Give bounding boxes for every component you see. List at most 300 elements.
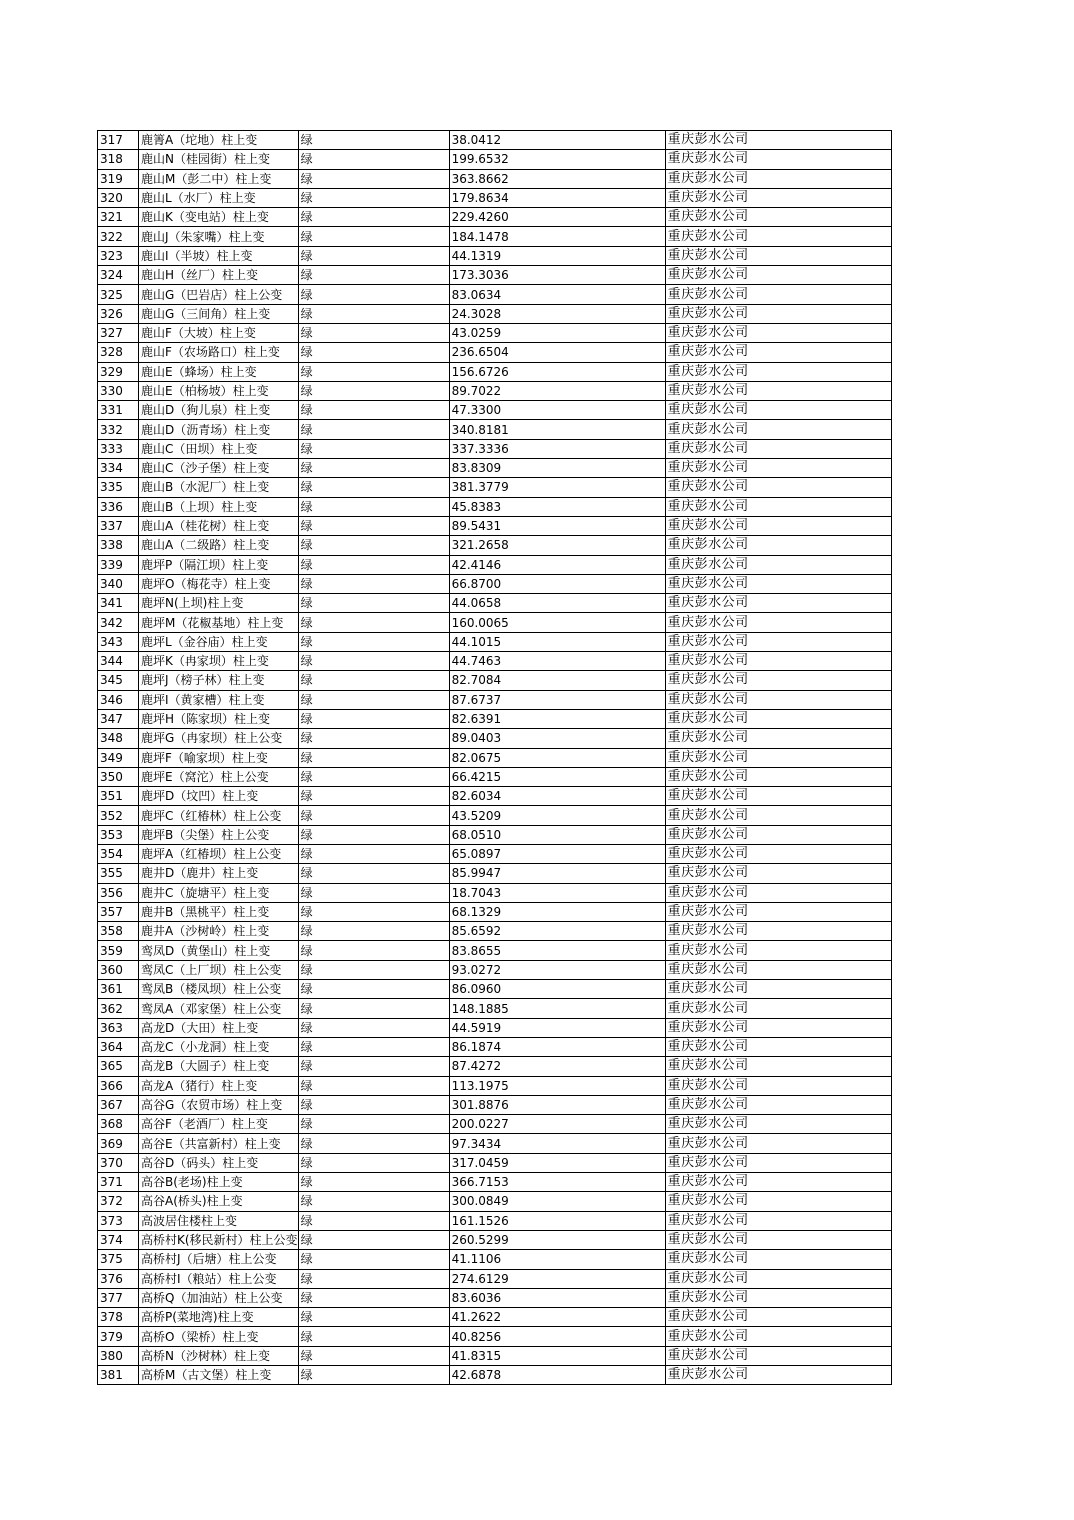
table-row: [98, 941, 892, 960]
status-cell: 绿: [298, 767, 449, 786]
value-cell: 45.8383: [449, 497, 665, 516]
status-cell: 绿: [298, 497, 449, 516]
value-cell: 87.6737: [449, 690, 665, 709]
company-cell: 重庆彭水公司: [665, 555, 891, 574]
row-number-cell: 330: [98, 381, 139, 400]
station-name-cell: 鹿山F（大坡）柱上变: [139, 323, 299, 342]
value-cell: 82.6391: [449, 709, 665, 728]
value-cell: 363.8662: [449, 169, 665, 188]
value-cell: 24.3028: [449, 304, 665, 323]
company-cell: 重庆彭水公司: [665, 227, 891, 246]
value-cell: 179.8634: [449, 188, 665, 207]
station-name-cell: 鹿山G（三间角）柱上变: [139, 304, 299, 323]
table-row: [98, 729, 892, 748]
station-name-cell: 鸾凤C（上厂坝）柱上公变: [139, 960, 299, 979]
row-number-cell: 375: [98, 1250, 139, 1269]
row-number-cell: 356: [98, 883, 139, 902]
value-cell: 340.8181: [449, 420, 665, 439]
table-row: [98, 980, 892, 999]
station-name-cell: 鹿山M（彭二中）柱上变: [139, 169, 299, 188]
company-cell: 重庆彭水公司: [665, 574, 891, 593]
status-cell: 绿: [298, 1057, 449, 1076]
station-name-cell: 高桥村K(移民新村）柱上公变: [139, 1230, 299, 1249]
table-row: [98, 323, 892, 342]
company-cell: 重庆彭水公司: [665, 729, 891, 748]
table-row: [98, 536, 892, 555]
company-cell: 重庆彭水公司: [665, 169, 891, 188]
status-cell: 绿: [298, 1230, 449, 1249]
company-cell: 重庆彭水公司: [665, 439, 891, 458]
company-cell: 重庆彭水公司: [665, 767, 891, 786]
station-name-cell: 鹿山L（水厂）柱上变: [139, 188, 299, 207]
status-cell: 绿: [298, 787, 449, 806]
status-cell: 绿: [298, 362, 449, 381]
row-number-cell: 378: [98, 1308, 139, 1327]
value-cell: 44.0658: [449, 594, 665, 613]
station-name-cell: 鹿坪H（陈家坝）柱上变: [139, 709, 299, 728]
status-cell: 绿: [298, 304, 449, 323]
status-cell: 绿: [298, 1327, 449, 1346]
station-name-cell: 高谷D（码头）柱上变: [139, 1153, 299, 1172]
table-row: [98, 844, 892, 863]
value-cell: 65.0897: [449, 844, 665, 863]
station-name-cell: 高龙D（大田）柱上变: [139, 1018, 299, 1037]
company-cell: 重庆彭水公司: [665, 1134, 891, 1153]
station-name-cell: 鹿坪J（榜子林）柱上变: [139, 671, 299, 690]
value-cell: 66.4215: [449, 767, 665, 786]
row-number-cell: 367: [98, 1095, 139, 1114]
status-cell: 绿: [298, 1134, 449, 1153]
row-number-cell: 350: [98, 767, 139, 786]
row-number-cell: 325: [98, 285, 139, 304]
value-cell: 93.0272: [449, 960, 665, 979]
status-cell: 绿: [298, 1308, 449, 1327]
company-cell: 重庆彭水公司: [665, 960, 891, 979]
row-number-cell: 343: [98, 632, 139, 651]
table-row: [98, 1153, 892, 1172]
row-number-cell: 379: [98, 1327, 139, 1346]
status-cell: 绿: [298, 671, 449, 690]
company-cell: 重庆彭水公司: [665, 652, 891, 671]
company-cell: 重庆彭水公司: [665, 246, 891, 265]
row-number-cell: 337: [98, 516, 139, 535]
station-name-cell: 鸾凤D（黄堡山）柱上变: [139, 941, 299, 960]
station-name-cell: 鹿山D（狗儿泉）柱上变: [139, 401, 299, 420]
value-cell: 85.6592: [449, 922, 665, 941]
row-number-cell: 326: [98, 304, 139, 323]
row-number-cell: 318: [98, 150, 139, 169]
station-name-cell: 鹿山G（巴岩店）柱上公变: [139, 285, 299, 304]
status-cell: 绿: [298, 825, 449, 844]
table-row: [98, 497, 892, 516]
status-cell: 绿: [298, 536, 449, 555]
status-cell: 绿: [298, 246, 449, 265]
status-cell: 绿: [298, 960, 449, 979]
station-name-cell: 鹿坪M（花椒基地）柱上变: [139, 613, 299, 632]
company-cell: 重庆彭水公司: [665, 902, 891, 921]
value-cell: 85.9947: [449, 864, 665, 883]
station-name-cell: 高桥M（古文堡）柱上变: [139, 1366, 299, 1385]
status-cell: 绿: [298, 1288, 449, 1307]
row-number-cell: 351: [98, 787, 139, 806]
company-cell: 重庆彭水公司: [665, 1192, 891, 1211]
company-cell: 重庆彭水公司: [665, 131, 891, 150]
company-cell: 重庆彭水公司: [665, 594, 891, 613]
station-name-cell: 鹿井B（黑桃平）柱上变: [139, 902, 299, 921]
company-cell: 重庆彭水公司: [665, 1250, 891, 1269]
station-name-cell: 高桥村J（后塘）柱上公变: [139, 1250, 299, 1269]
row-number-cell: 370: [98, 1153, 139, 1172]
row-number-cell: 329: [98, 362, 139, 381]
value-cell: 113.1975: [449, 1076, 665, 1095]
table-row: [98, 1115, 892, 1134]
value-cell: 83.8309: [449, 459, 665, 478]
status-cell: 绿: [298, 459, 449, 478]
value-cell: 44.5919: [449, 1018, 665, 1037]
company-cell: 重庆彭水公司: [665, 1346, 891, 1365]
row-number-cell: 347: [98, 709, 139, 728]
value-cell: 42.4146: [449, 555, 665, 574]
row-number-cell: 322: [98, 227, 139, 246]
value-cell: 68.0510: [449, 825, 665, 844]
table-row: [98, 1250, 892, 1269]
value-cell: 47.3300: [449, 401, 665, 420]
status-cell: 绿: [298, 574, 449, 593]
company-cell: 重庆彭水公司: [665, 999, 891, 1018]
status-cell: 绿: [298, 150, 449, 169]
status-cell: 绿: [298, 806, 449, 825]
status-cell: 绿: [298, 1115, 449, 1134]
value-cell: 83.6036: [449, 1288, 665, 1307]
table-row: [98, 439, 892, 458]
value-cell: 89.7022: [449, 381, 665, 400]
table-row: [98, 1230, 892, 1249]
row-number-cell: 361: [98, 980, 139, 999]
row-number-cell: 368: [98, 1115, 139, 1134]
value-cell: 82.7084: [449, 671, 665, 690]
value-cell: 43.0259: [449, 323, 665, 342]
company-cell: 重庆彭水公司: [665, 883, 891, 902]
value-cell: 89.5431: [449, 516, 665, 535]
table-row: [98, 999, 892, 1018]
value-cell: 199.6532: [449, 150, 665, 169]
station-name-cell: 鹿山F（农场路口）柱上变: [139, 343, 299, 362]
table-row: [98, 420, 892, 439]
station-name-cell: 鹿山A（桂花树）柱上变: [139, 516, 299, 535]
status-cell: 绿: [298, 1095, 449, 1114]
station-name-cell: 鹿坪B（尖堡）柱上公变: [139, 825, 299, 844]
value-cell: 200.0227: [449, 1115, 665, 1134]
table-body: [98, 131, 892, 1385]
company-cell: 重庆彭水公司: [665, 478, 891, 497]
row-number-cell: 352: [98, 806, 139, 825]
company-cell: 重庆彭水公司: [665, 150, 891, 169]
status-cell: 绿: [298, 844, 449, 863]
company-cell: 重庆彭水公司: [665, 671, 891, 690]
status-cell: 绿: [298, 748, 449, 767]
status-cell: 绿: [298, 1250, 449, 1269]
table-row: [98, 1346, 892, 1365]
table-row: [98, 922, 892, 941]
value-cell: 317.0459: [449, 1153, 665, 1172]
company-cell: 重庆彭水公司: [665, 864, 891, 883]
value-cell: 173.3036: [449, 266, 665, 285]
value-cell: 86.1874: [449, 1037, 665, 1056]
company-cell: 重庆彭水公司: [665, 1153, 891, 1172]
status-cell: 绿: [298, 1076, 449, 1095]
row-number-cell: 380: [98, 1346, 139, 1365]
table-row: [98, 806, 892, 825]
station-name-cell: 高桥Q（加油站）柱上公变: [139, 1288, 299, 1307]
value-cell: 184.1478: [449, 227, 665, 246]
table-row: [98, 1308, 892, 1327]
status-cell: 绿: [298, 941, 449, 960]
row-number-cell: 377: [98, 1288, 139, 1307]
company-cell: 重庆彭水公司: [665, 381, 891, 400]
status-cell: 绿: [298, 266, 449, 285]
table-row: [98, 246, 892, 265]
station-name-cell: 鸾凤A（邓家堡）柱上公变: [139, 999, 299, 1018]
company-cell: 重庆彭水公司: [665, 1057, 891, 1076]
company-cell: 重庆彭水公司: [665, 1173, 891, 1192]
table-row: [98, 150, 892, 169]
status-cell: 绿: [298, 594, 449, 613]
station-name-cell: 高谷F（老酒厂）柱上变: [139, 1115, 299, 1134]
status-cell: 绿: [298, 1037, 449, 1056]
company-cell: 重庆彭水公司: [665, 208, 891, 227]
row-number-cell: 344: [98, 652, 139, 671]
station-name-cell: 鹿坪K（冉家坝）柱上变: [139, 652, 299, 671]
value-cell: 44.1015: [449, 632, 665, 651]
row-number-cell: 336: [98, 497, 139, 516]
row-number-cell: 335: [98, 478, 139, 497]
table-row: [98, 478, 892, 497]
status-cell: 绿: [298, 902, 449, 921]
row-number-cell: 346: [98, 690, 139, 709]
row-number-cell: 341: [98, 594, 139, 613]
station-name-cell: 高谷E（共富新村）柱上变: [139, 1134, 299, 1153]
table-row: [98, 381, 892, 400]
station-name-cell: 鹿坪F（喻家坝）柱上变: [139, 748, 299, 767]
station-name-cell: 高龙C（小龙洞）柱上变: [139, 1037, 299, 1056]
status-cell: 绿: [298, 1173, 449, 1192]
status-cell: 绿: [298, 381, 449, 400]
row-number-cell: 354: [98, 844, 139, 863]
table-row: [98, 902, 892, 921]
value-cell: 66.8700: [449, 574, 665, 593]
value-cell: 89.0403: [449, 729, 665, 748]
company-cell: 重庆彭水公司: [665, 806, 891, 825]
row-number-cell: 358: [98, 922, 139, 941]
status-cell: 绿: [298, 922, 449, 941]
value-cell: 44.1319: [449, 246, 665, 265]
table-row: [98, 1173, 892, 1192]
table-row: [98, 748, 892, 767]
table-row: [98, 1211, 892, 1230]
table-row: [98, 1076, 892, 1095]
company-cell: 重庆彭水公司: [665, 459, 891, 478]
status-cell: 绿: [298, 690, 449, 709]
station-name-cell: 高桥P(菜地湾)柱上变: [139, 1308, 299, 1327]
row-number-cell: 362: [98, 999, 139, 1018]
status-cell: 绿: [298, 478, 449, 497]
company-cell: 重庆彭水公司: [665, 748, 891, 767]
row-number-cell: 372: [98, 1192, 139, 1211]
table-row: [98, 1327, 892, 1346]
table-row: [98, 709, 892, 728]
station-name-cell: 鹿坪A（红椿坝）柱上公变: [139, 844, 299, 863]
value-cell: 41.8315: [449, 1346, 665, 1365]
table-row: [98, 516, 892, 535]
status-cell: 绿: [298, 1269, 449, 1288]
status-cell: 绿: [298, 131, 449, 150]
value-cell: 42.6878: [449, 1366, 665, 1385]
value-cell: 40.8256: [449, 1327, 665, 1346]
company-cell: 重庆彭水公司: [665, 825, 891, 844]
table-row: [98, 652, 892, 671]
status-cell: 绿: [298, 323, 449, 342]
table-row: [98, 690, 892, 709]
company-cell: 重庆彭水公司: [665, 690, 891, 709]
value-cell: 87.4272: [449, 1057, 665, 1076]
company-cell: 重庆彭水公司: [665, 980, 891, 999]
status-cell: 绿: [298, 285, 449, 304]
company-cell: 重庆彭水公司: [665, 266, 891, 285]
row-number-cell: 339: [98, 555, 139, 574]
station-name-cell: 高谷G（农贸市场）柱上变: [139, 1095, 299, 1114]
row-number-cell: 371: [98, 1173, 139, 1192]
station-name-cell: 鹿山B（水泥厂）柱上变: [139, 478, 299, 497]
company-cell: 重庆彭水公司: [665, 497, 891, 516]
station-name-cell: 鹿坪P（隔江坝）柱上变: [139, 555, 299, 574]
station-name-cell: 鹿坪L（金谷庙）柱上变: [139, 632, 299, 651]
company-cell: 重庆彭水公司: [665, 1211, 891, 1230]
value-cell: 82.0675: [449, 748, 665, 767]
status-cell: 绿: [298, 864, 449, 883]
table-row: [98, 787, 892, 806]
row-number-cell: 366: [98, 1076, 139, 1095]
status-cell: 绿: [298, 709, 449, 728]
status-cell: 绿: [298, 343, 449, 362]
value-cell: 97.3434: [449, 1134, 665, 1153]
row-number-cell: 359: [98, 941, 139, 960]
station-name-cell: 鹿坪D（坟凹）柱上变: [139, 787, 299, 806]
company-cell: 重庆彭水公司: [665, 922, 891, 941]
company-cell: 重庆彭水公司: [665, 1308, 891, 1327]
table-row: [98, 1192, 892, 1211]
row-number-cell: 340: [98, 574, 139, 593]
station-name-cell: 鹿山A（二级路）柱上变: [139, 536, 299, 555]
company-cell: 重庆彭水公司: [665, 1115, 891, 1134]
value-cell: 18.7043: [449, 883, 665, 902]
company-cell: 重庆彭水公司: [665, 1076, 891, 1095]
company-cell: 重庆彭水公司: [665, 362, 891, 381]
station-name-cell: 鹿山H（丝厂）柱上变: [139, 266, 299, 285]
table-row: [98, 671, 892, 690]
company-cell: 重庆彭水公司: [665, 1366, 891, 1385]
table-row: [98, 459, 892, 478]
station-name-cell: 鸾凤B（楼凤坝）柱上公变: [139, 980, 299, 999]
row-number-cell: 376: [98, 1269, 139, 1288]
status-cell: 绿: [298, 169, 449, 188]
station-name-cell: 高桥村I（粮站）柱上公变: [139, 1269, 299, 1288]
status-cell: 绿: [298, 652, 449, 671]
station-name-cell: 鹿井C（旋塘平）柱上变: [139, 883, 299, 902]
row-number-cell: 348: [98, 729, 139, 748]
value-cell: 301.8876: [449, 1095, 665, 1114]
status-cell: 绿: [298, 420, 449, 439]
value-cell: 82.6034: [449, 787, 665, 806]
station-name-cell: 鹿山E（柏杨坡）柱上变: [139, 381, 299, 400]
table-row: [98, 632, 892, 651]
status-cell: 绿: [298, 999, 449, 1018]
station-name-cell: 鹿坪O（梅花寺）柱上变: [139, 574, 299, 593]
table-row: [98, 343, 892, 362]
row-number-cell: 331: [98, 401, 139, 420]
table-row: [98, 401, 892, 420]
station-name-cell: 鹿山C（田坝）柱上变: [139, 439, 299, 458]
station-name-cell: 鹿山I（半坡）柱上变: [139, 246, 299, 265]
station-name-cell: 鹿山B（上坝）柱上变: [139, 497, 299, 516]
row-number-cell: 342: [98, 613, 139, 632]
table-row: [98, 1288, 892, 1307]
company-cell: 重庆彭水公司: [665, 1269, 891, 1288]
value-cell: 68.1329: [449, 902, 665, 921]
row-number-cell: 321: [98, 208, 139, 227]
table-row: [98, 1269, 892, 1288]
station-name-cell: 高桥N（沙树林）柱上变: [139, 1346, 299, 1365]
company-cell: 重庆彭水公司: [665, 1288, 891, 1307]
value-cell: 148.1885: [449, 999, 665, 1018]
status-cell: 绿: [298, 1211, 449, 1230]
status-cell: 绿: [298, 555, 449, 574]
status-cell: 绿: [298, 1018, 449, 1037]
table-row: [98, 285, 892, 304]
company-cell: 重庆彭水公司: [665, 632, 891, 651]
status-cell: 绿: [298, 883, 449, 902]
table-row: [98, 883, 892, 902]
value-cell: 44.7463: [449, 652, 665, 671]
value-cell: 38.0412: [449, 131, 665, 150]
value-cell: 337.3336: [449, 439, 665, 458]
company-cell: 重庆彭水公司: [665, 1327, 891, 1346]
station-name-cell: 鹿坪N(上坝)柱上变: [139, 594, 299, 613]
status-cell: 绿: [298, 613, 449, 632]
station-name-cell: 高谷A(桥头)柱上变: [139, 1192, 299, 1211]
row-number-cell: 355: [98, 864, 139, 883]
company-cell: 重庆彭水公司: [665, 941, 891, 960]
status-cell: 绿: [298, 227, 449, 246]
value-cell: 381.3779: [449, 478, 665, 497]
value-cell: 156.6726: [449, 362, 665, 381]
row-number-cell: 349: [98, 748, 139, 767]
company-cell: 重庆彭水公司: [665, 420, 891, 439]
company-cell: 重庆彭水公司: [665, 343, 891, 362]
station-name-cell: 鹿山K（变电站）柱上变: [139, 208, 299, 227]
value-cell: 86.0960: [449, 980, 665, 999]
value-cell: 41.2622: [449, 1308, 665, 1327]
status-cell: 绿: [298, 1366, 449, 1385]
value-cell: 41.1106: [449, 1250, 665, 1269]
value-cell: 260.5299: [449, 1230, 665, 1249]
value-cell: 229.4260: [449, 208, 665, 227]
table-row: [98, 594, 892, 613]
company-cell: 重庆彭水公司: [665, 1018, 891, 1037]
company-cell: 重庆彭水公司: [665, 536, 891, 555]
status-cell: 绿: [298, 208, 449, 227]
table-row: [98, 266, 892, 285]
station-name-cell: 鹿坪C（红椿林）柱上公变: [139, 806, 299, 825]
